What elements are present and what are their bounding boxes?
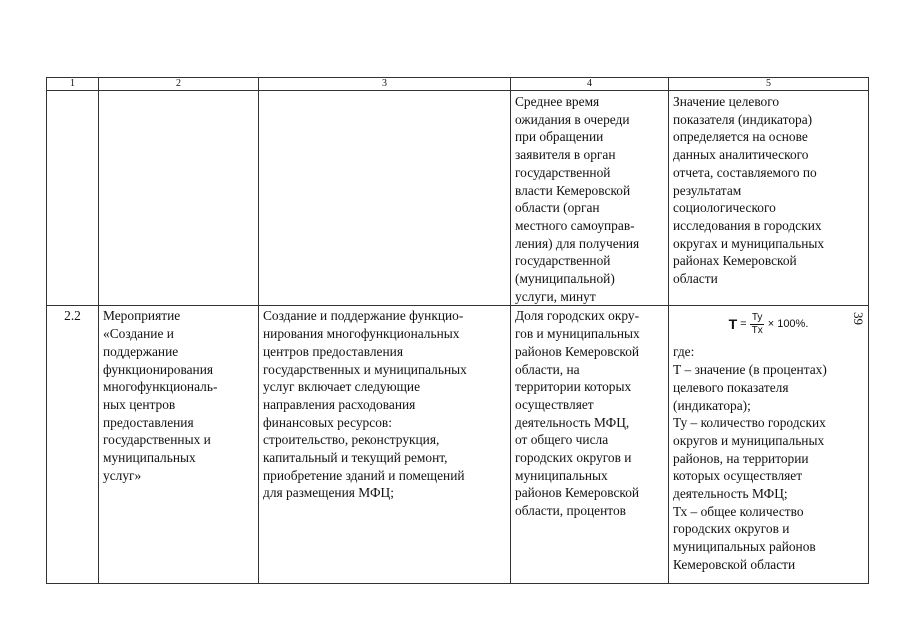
row2-description: Создание и поддержание функцио- нирования многофункциональных центров предоставления государственных и муниципальных услуг включает следующие направления расходования финансовых ресурсов: строительство, реконструкция, капитальный и текущий ремонт, приобретение зданий и помещений для размещения МФЦ; bbox=[259, 306, 511, 584]
row2-name: Мероприятие «Создание и поддержание функционирования многофункциональ- ных центров предоставления государственных и муниципальных услуг» bbox=[99, 306, 259, 584]
header-cell-3: 3 bbox=[259, 78, 511, 91]
row1-method: Значение целевого показателя (индикатора) определяется на основе данных аналитического отчета, составляемого по результатам социологического исследования в городских округах и муниципальных районах Кемеровской области bbox=[669, 91, 869, 306]
formula-multiplier: × 100%. bbox=[767, 317, 809, 330]
header-cell-2: 2 bbox=[99, 78, 259, 91]
formula bbox=[673, 307, 864, 341]
row1-number bbox=[47, 91, 99, 306]
row2-method-text: где: Т – значение (в процентах) целевого показателя (индикатора); Ту – количество городских округов и муниципальных районов, на территории которых осуществляет деятельность МФЦ; Тх – общее количество городских округов и муниципальных районов Кемеровской области bbox=[673, 344, 827, 572]
row1-indicator: Среднее время ожидания в очереди при обращении заявителя в орган государственной власти Кемеровской области (орган местного самоуправ- ления) для получения государственной (муниципальной) услуги, минут bbox=[511, 91, 669, 306]
header-cell-5: 5 bbox=[669, 78, 869, 91]
formula-variable: T bbox=[728, 315, 738, 332]
formula-numerator: Ty bbox=[751, 311, 763, 323]
row1-name bbox=[99, 91, 259, 306]
row1-description bbox=[259, 91, 511, 306]
row2-indicator: Доля городских окру- гов и муниципальных районов Кемеровской области, на территории которых осуществляет деятельность МФЦ, от общего числа городских округов и муниципальных районов Кемеровской области, процентов bbox=[511, 306, 669, 584]
indicator-table bbox=[46, 77, 869, 584]
row2-number: 2.2 bbox=[47, 306, 99, 584]
table-row bbox=[47, 91, 869, 306]
row2-method bbox=[669, 306, 869, 584]
page-number: 39 bbox=[851, 312, 866, 325]
formula-denominator: Tx bbox=[751, 324, 763, 336]
header-row bbox=[47, 78, 869, 91]
formula-equals: = bbox=[740, 317, 747, 330]
header-cell-1: 1 bbox=[47, 78, 99, 91]
table-row bbox=[47, 306, 869, 584]
header-cell-4: 4 bbox=[511, 78, 669, 91]
formula-fraction bbox=[750, 312, 765, 337]
